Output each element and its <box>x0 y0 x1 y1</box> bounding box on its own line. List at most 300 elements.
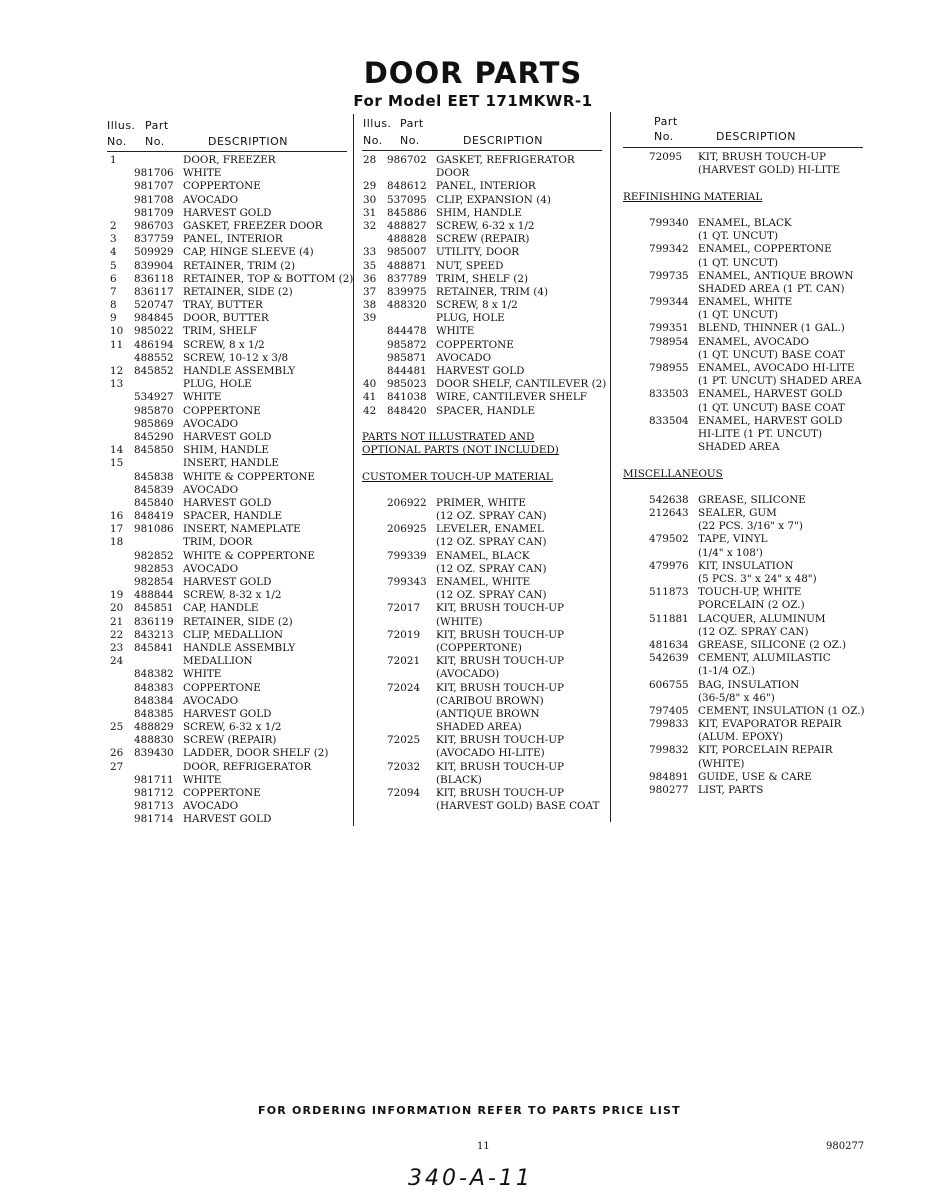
part-row <box>107 246 351 259</box>
doc-number: 980277 <box>826 1141 865 1152</box>
part-description: AVOCADO <box>436 351 492 364</box>
illus-number: 42 <box>363 404 377 417</box>
part-description: ENAMEL, HARVEST GOLD <box>698 414 843 427</box>
part-description: (12 OZ. SPRAY CAN) <box>436 562 547 575</box>
part-row <box>107 563 351 576</box>
part-description: SCREW, 8-32 x 1/2 <box>183 589 282 602</box>
part-row <box>362 286 608 299</box>
part-row <box>623 692 883 705</box>
part-row <box>623 533 883 546</box>
part-description: COPPERTONE <box>183 180 261 193</box>
part-description: (HARVEST GOLD) BASE COAT <box>436 800 600 813</box>
part-row <box>623 151 883 164</box>
col1-illus-no-label: No. <box>107 135 127 148</box>
part-row <box>362 761 608 774</box>
part-description: ENAMEL, ANTIQUE BROWN <box>698 269 854 282</box>
part-number: 511881 <box>649 612 689 625</box>
part-description: PANEL, INTERIOR <box>183 233 283 246</box>
part-row <box>362 180 608 193</box>
part-description: HARVEST GOLD <box>183 576 272 588</box>
part-number: 981707 <box>134 180 174 193</box>
part-row <box>362 299 608 312</box>
part-number: 72024 <box>387 681 421 694</box>
part-row <box>362 523 608 536</box>
part-number: 488844 <box>134 589 174 602</box>
part-description: TAPE, VINYL <box>698 533 768 546</box>
part-description: (1-1/4 OZ.) <box>698 665 756 678</box>
part-number: 845851 <box>134 602 174 615</box>
col2-part-label: Part <box>400 117 424 130</box>
part-description: LACQUER, ALUMINUM <box>698 612 826 625</box>
part-number: 799351 <box>649 322 689 335</box>
part-description: ENAMEL, AVOCADO <box>698 335 810 348</box>
part-row <box>623 586 883 599</box>
part-description: WHITE <box>183 773 222 786</box>
part-number: 509929 <box>134 246 174 259</box>
part-row <box>107 471 351 484</box>
part-description: AVOCADO <box>183 417 239 430</box>
part-description: (COPPERTONE) <box>436 641 522 654</box>
part-description: (1 QT. UNCUT) <box>698 309 779 322</box>
part-row <box>107 668 351 681</box>
spacer <box>362 457 608 470</box>
part-row <box>362 325 608 338</box>
part-row <box>362 682 608 695</box>
part-row <box>362 642 608 655</box>
illus-number: 17 <box>110 523 124 536</box>
part-row <box>107 800 351 813</box>
part-number: 848384 <box>134 694 174 707</box>
col1-part-label: Part <box>145 119 169 132</box>
illus-number: 40 <box>363 378 377 391</box>
part-description: DOOR SHELF, CANTILEVER (2) <box>436 378 607 391</box>
part-number: 206925 <box>387 523 427 536</box>
part-description: SCREW (REPAIR) <box>183 734 277 747</box>
illus-number: 7 <box>110 285 117 298</box>
part-row <box>362 668 608 681</box>
part-number: 72017 <box>387 602 421 615</box>
part-description: BAG, INSULATION <box>698 678 800 691</box>
note-line-row <box>362 431 608 444</box>
spacer <box>623 204 883 217</box>
part-description: ENAMEL, AVOCADO HI-LITE <box>698 362 855 374</box>
part-description: HI-LITE (1 PT. UNCUT) <box>698 427 823 440</box>
part-row <box>107 325 351 338</box>
part-row <box>362 154 608 167</box>
part-row <box>107 642 351 655</box>
part-row <box>623 428 883 441</box>
part-description: COPPERTONE <box>436 338 514 351</box>
part-description: MEDALLION <box>183 655 253 668</box>
part-description: SHADED AREA) <box>436 721 522 734</box>
part-number: 833503 <box>649 388 689 401</box>
part-row <box>107 194 351 207</box>
part-row <box>623 507 883 520</box>
part-row <box>623 336 883 349</box>
part-row <box>362 365 608 378</box>
part-row <box>107 629 351 642</box>
part-description: PRIMER, WHITE <box>436 496 526 509</box>
part-number: 986702 <box>387 154 427 166</box>
part-row <box>107 365 351 378</box>
part-row <box>362 616 608 629</box>
part-description: HARVEST GOLD <box>183 707 272 720</box>
part-row <box>623 626 883 639</box>
part-row <box>107 444 351 457</box>
section-heading-row <box>623 468 883 481</box>
illus-number: 2 <box>110 219 117 232</box>
part-row <box>623 599 883 612</box>
col-separator-2 <box>610 112 611 822</box>
part-number: 845839 <box>134 483 174 496</box>
part-row <box>362 747 608 760</box>
part-description: GASKET, FREEZER DOOR <box>183 219 323 232</box>
illus-number: 6 <box>110 272 117 285</box>
part-row <box>623 784 883 797</box>
part-row <box>107 655 351 668</box>
part-description: AVOCADO <box>183 562 239 575</box>
part-row <box>107 747 351 760</box>
illus-number: 12 <box>110 365 124 377</box>
illus-number: 10 <box>110 325 124 338</box>
note-line: PARTS NOT ILLUSTRATED AND <box>362 430 535 443</box>
part-description: GREASE, SILICONE <box>698 493 806 506</box>
part-description: (WHITE) <box>698 757 745 770</box>
part-row <box>107 550 351 563</box>
part-number: 844478 <box>387 325 427 338</box>
part-number: 981709 <box>134 206 174 219</box>
part-number: 839430 <box>134 747 174 760</box>
illus-number: 28 <box>363 154 377 166</box>
part-row <box>107 391 351 404</box>
part-row <box>107 418 351 431</box>
part-description: SHIM, HANDLE <box>183 444 270 457</box>
part-row <box>362 734 608 747</box>
part-description: DOOR, BUTTER <box>183 312 269 325</box>
part-row <box>362 721 608 734</box>
part-number: 839975 <box>387 285 427 298</box>
part-row <box>362 695 608 708</box>
part-row <box>362 391 608 404</box>
part-number: 981706 <box>134 167 174 180</box>
part-number: 206922 <box>387 496 427 509</box>
part-description: INSERT, NAMEPLATE <box>183 523 301 536</box>
part-row <box>107 616 351 629</box>
part-description: ENAMEL, BLACK <box>436 549 530 562</box>
part-number: 845840 <box>134 496 174 509</box>
part-number: 981711 <box>134 773 174 786</box>
illus-number: 41 <box>363 391 377 404</box>
part-description: (CARIBOU BROWN) <box>436 694 544 707</box>
part-description: NUT, SPEED <box>436 259 504 272</box>
part-row <box>107 787 351 800</box>
part-number: 799344 <box>649 296 689 309</box>
part-row <box>623 375 883 388</box>
part-description: SHADED AREA <box>698 441 780 454</box>
part-description: AVOCADO <box>183 800 239 813</box>
part-number: 542639 <box>649 652 689 665</box>
part-description: CEMENT, ALUMILASTIC <box>698 652 831 665</box>
part-row <box>362 352 608 365</box>
part-description: WHITE <box>183 391 222 404</box>
part-row <box>623 296 883 309</box>
illus-number: 19 <box>110 589 124 602</box>
part-row <box>362 207 608 220</box>
part-description: WHITE & COPPERTONE <box>183 470 316 483</box>
part-number: 479502 <box>649 533 689 546</box>
illus-number: 13 <box>110 378 124 391</box>
part-number: 984845 <box>134 312 174 325</box>
part-number: 481634 <box>649 638 689 651</box>
part-number: 848420 <box>387 404 427 417</box>
part-row <box>623 705 883 718</box>
part-row <box>623 164 883 177</box>
illus-number: 5 <box>110 259 117 272</box>
col2-description-label: DESCRIPTION <box>463 134 543 147</box>
part-number: 486194 <box>134 338 174 351</box>
part-number: 488828 <box>387 233 427 246</box>
part-row <box>107 405 351 418</box>
part-description: ENAMEL, HARVEST GOLD <box>698 388 843 401</box>
part-number: 479976 <box>649 559 689 572</box>
spacer <box>623 454 883 467</box>
part-description: DOOR, FREEZER <box>183 154 276 166</box>
part-description: RETAINER, SIDE (2) <box>183 615 293 628</box>
col2-parts-list <box>362 154 608 813</box>
part-row <box>623 283 883 296</box>
part-number: 606755 <box>649 678 689 691</box>
part-number: 534927 <box>134 391 174 404</box>
part-description: TOUCH-UP, WHITE <box>698 586 802 599</box>
part-description: (ANTIQUE BROWN <box>436 707 540 720</box>
spacer <box>623 177 883 190</box>
part-description: AVOCADO <box>183 694 239 707</box>
part-row <box>362 576 608 589</box>
part-description: RETAINER, TRIM (4) <box>436 285 549 298</box>
part-row <box>623 718 883 731</box>
part-description: SCREW, 8 x 1/2 <box>183 338 265 351</box>
part-number: 836119 <box>134 615 174 628</box>
part-number: 799832 <box>649 744 689 757</box>
illus-number: 30 <box>363 193 377 206</box>
part-row <box>362 563 608 576</box>
part-description: LADDER, DOOR SHELF (2) <box>183 747 329 760</box>
part-row <box>623 665 883 678</box>
part-number: 799833 <box>649 718 689 731</box>
part-row <box>362 194 608 207</box>
illus-number: 38 <box>363 299 377 312</box>
part-description: KIT, BRUSH TOUCH-UP <box>698 151 827 163</box>
part-number: 981086 <box>134 523 174 536</box>
part-description: RETAINER, SIDE (2) <box>183 285 293 298</box>
part-number: 799735 <box>649 269 689 282</box>
part-description: (ALUM. EPOXY) <box>698 731 784 744</box>
part-row <box>362 339 608 352</box>
part-row <box>107 312 351 325</box>
part-row <box>362 497 608 510</box>
part-number: 980277 <box>649 784 689 796</box>
part-number: 848612 <box>387 180 427 193</box>
part-description: (1/4" x 108') <box>698 546 763 559</box>
part-row <box>362 708 608 721</box>
part-row <box>362 233 608 246</box>
part-number: 798955 <box>649 362 689 374</box>
part-row <box>623 362 883 375</box>
part-row <box>623 771 883 784</box>
note-line: OPTIONAL PARTS (NOT INCLUDED) <box>362 444 559 457</box>
part-row <box>362 405 608 418</box>
part-number: 845290 <box>134 430 174 443</box>
part-description: HANDLE ASSEMBLY <box>183 365 296 377</box>
part-description: (AVOCADO HI-LITE) <box>436 747 545 760</box>
part-description: SPACER, HANDLE <box>436 404 536 417</box>
part-row <box>362 312 608 325</box>
illus-number: 32 <box>363 219 377 232</box>
illus-number: 4 <box>110 246 117 259</box>
part-row <box>107 352 351 365</box>
part-number: 212643 <box>649 507 689 520</box>
part-number: 836117 <box>134 285 174 298</box>
section-heading: MISCELLANEOUS <box>623 467 723 480</box>
part-description: KIT, BRUSH TOUCH-UP <box>436 628 565 641</box>
part-description: TRIM, SHELF (2) <box>436 272 528 285</box>
part-number: 799342 <box>649 243 689 256</box>
part-row <box>623 349 883 362</box>
part-row <box>362 536 608 549</box>
part-number: 72094 <box>387 787 421 799</box>
part-description: PORCELAIN (2 OZ.) <box>698 599 805 612</box>
illus-number: 8 <box>110 299 117 312</box>
part-number: 986703 <box>134 219 174 232</box>
section-heading-row <box>362 471 608 484</box>
part-row <box>623 758 883 771</box>
part-row <box>107 286 351 299</box>
part-row <box>107 708 351 721</box>
part-row <box>107 233 351 246</box>
part-row <box>362 246 608 259</box>
part-number: 985871 <box>387 351 427 364</box>
part-number: 845838 <box>134 470 174 483</box>
col1-parts-list <box>107 154 354 827</box>
part-description: HARVEST GOLD <box>436 365 525 377</box>
part-description: (WHITE) <box>436 615 483 628</box>
part-description: LIST, PARTS <box>698 784 764 796</box>
part-row <box>107 339 351 352</box>
part-row <box>623 243 883 256</box>
part-row <box>107 682 351 695</box>
col2-illus-label: Illus. <box>363 117 392 130</box>
part-description: TRIM, DOOR <box>183 536 253 549</box>
illus-number: 31 <box>363 206 377 219</box>
illus-number: 21 <box>110 615 124 628</box>
part-row <box>107 154 351 167</box>
part-number: 845850 <box>134 444 174 457</box>
spacer <box>623 481 883 494</box>
part-row <box>623 573 883 586</box>
part-number: 982854 <box>134 576 174 588</box>
illus-number: 29 <box>363 180 377 193</box>
part-row <box>623 402 883 415</box>
part-row <box>107 167 351 180</box>
part-description: (1 PT. UNCUT) SHADED AREA <box>698 375 862 388</box>
part-number: 848382 <box>134 668 174 681</box>
part-number: 799340 <box>649 216 689 229</box>
part-number: 799339 <box>387 549 427 562</box>
part-number: 511873 <box>649 586 689 599</box>
part-number: 798954 <box>649 335 689 348</box>
part-description: INSERT, HANDLE <box>183 457 280 470</box>
illus-number: 27 <box>110 760 124 773</box>
part-description: HARVEST GOLD <box>183 813 272 826</box>
part-row <box>623 322 883 335</box>
part-number: 848419 <box>134 510 174 523</box>
part-row <box>107 734 351 747</box>
part-row <box>362 774 608 787</box>
part-description: WHITE <box>183 668 222 681</box>
part-row <box>362 510 608 523</box>
part-row <box>623 547 883 560</box>
illus-number: 18 <box>110 536 124 549</box>
part-number: 985023 <box>387 378 427 391</box>
part-row <box>623 441 883 454</box>
part-number: 848383 <box>134 681 174 694</box>
part-description: KIT, BRUSH TOUCH-UP <box>436 787 565 799</box>
part-row <box>623 520 883 533</box>
part-description: COPPERTONE <box>183 681 261 694</box>
part-row <box>362 260 608 273</box>
part-number: 799343 <box>387 576 427 588</box>
part-row <box>623 744 883 757</box>
part-row <box>107 774 351 787</box>
part-row <box>623 652 883 665</box>
part-number: 833504 <box>649 414 689 427</box>
part-number: 981708 <box>134 193 174 206</box>
part-description: (AVOCADO) <box>436 668 500 681</box>
part-description: RETAINER, TRIM (2) <box>183 259 296 272</box>
part-number: 985872 <box>387 338 427 351</box>
part-description: (1 QT. UNCUT) BASE COAT <box>698 348 845 361</box>
part-description: (12 OZ. SPRAY CAN) <box>436 510 547 523</box>
part-description: SCREW (REPAIR) <box>436 233 530 246</box>
col3-description-label: DESCRIPTION <box>716 130 796 143</box>
part-row <box>107 299 351 312</box>
part-description: DOOR <box>436 167 470 180</box>
part-row <box>623 639 883 652</box>
illus-number: 22 <box>110 628 124 641</box>
part-number: 72032 <box>387 760 421 773</box>
part-row <box>623 679 883 692</box>
part-number: 982853 <box>134 562 174 575</box>
part-row <box>362 602 608 615</box>
part-description: ENAMEL, COPPERTONE <box>698 243 832 256</box>
part-row <box>362 629 608 642</box>
part-description: SHADED AREA (1 PT. CAN) <box>698 282 845 295</box>
part-row <box>107 523 351 536</box>
part-number: 982852 <box>134 549 174 562</box>
part-description: SCREW, 6-32 x 1/2 <box>436 219 535 232</box>
part-description: ENAMEL, BLACK <box>698 216 792 229</box>
section-heading: CUSTOMER TOUCH-UP MATERIAL <box>362 470 553 483</box>
part-row <box>623 257 883 270</box>
part-description: KIT, INSULATION <box>698 559 794 572</box>
col3-parts-list <box>623 151 883 797</box>
part-description: ENAMEL, WHITE <box>436 576 531 588</box>
part-description: GUIDE, USE & CARE <box>698 770 812 783</box>
illus-number: 23 <box>110 641 124 654</box>
part-description: HARVEST GOLD <box>183 206 272 219</box>
part-number: 488552 <box>134 351 174 364</box>
ordering-footer: FOR ORDERING INFORMATION REFER TO PARTS PRICE LIST <box>258 1104 681 1117</box>
